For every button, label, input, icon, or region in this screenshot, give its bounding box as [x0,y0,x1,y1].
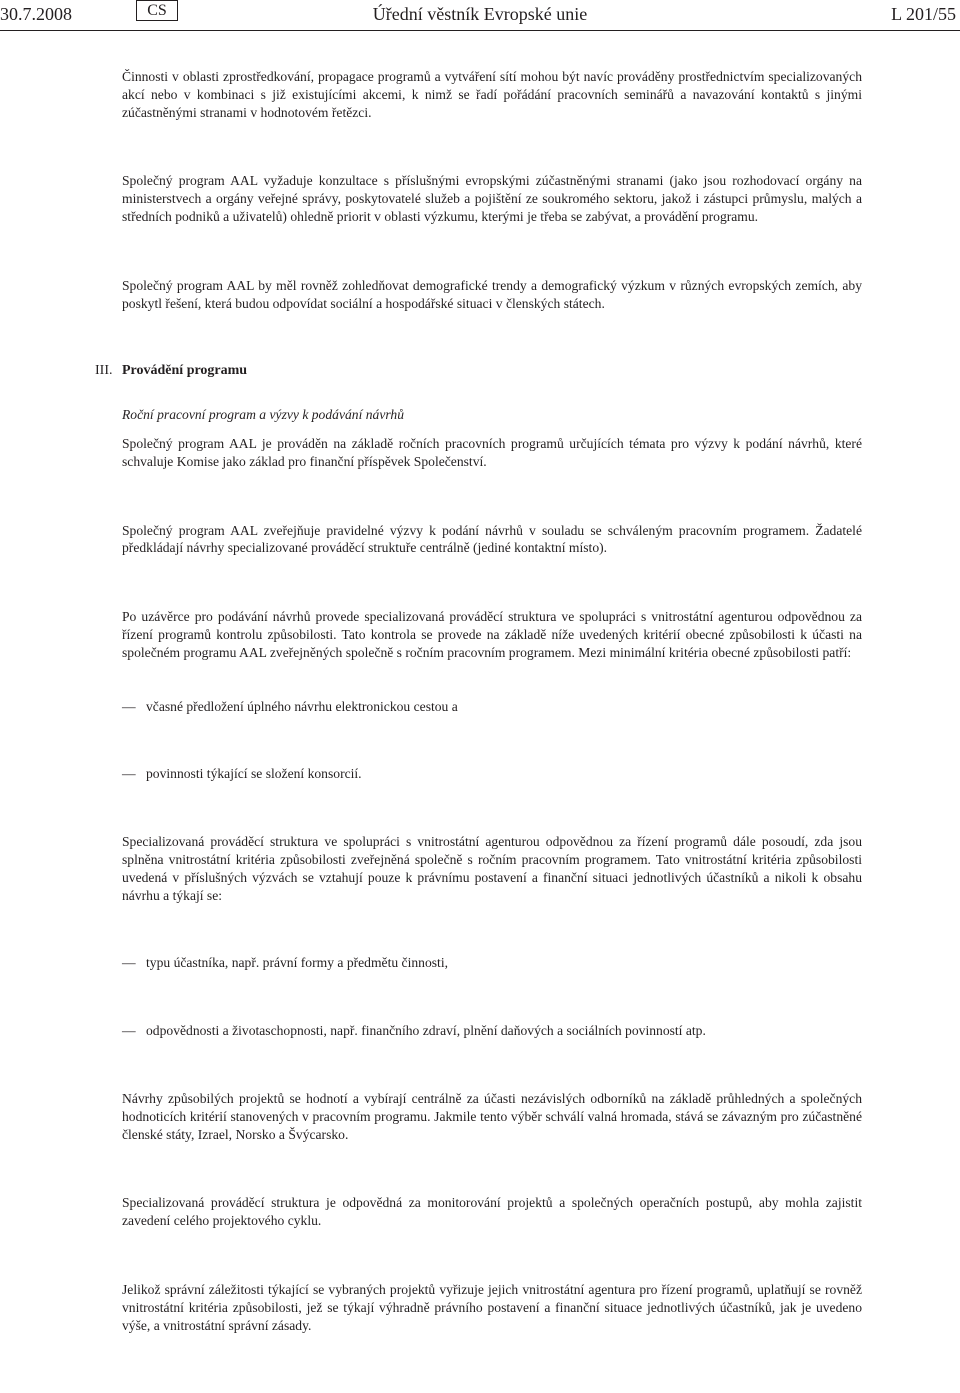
language-badge: CS [136,0,178,21]
dash-bullet: — [122,698,136,714]
publication-date: 30.7.2008 [0,4,72,24]
list-item-text: povinnosti týkající se složení konsorcií. [146,766,362,782]
subheading-work-programme: Roční pracovní program a výzvy k podávání návrhů [122,407,405,423]
paragraph-evaluation: Návrhy způsobilých projektů se hodnotí a vybírají centrálně za účasti nezávislých odborníků na základě průhledných a společných hodnoticích kritérií stanovených v pracovním programu. Jakmile tento výběr schválí valná hromada, stává se závazným pro zúčastněné členské státy, Izrael, Norsko a Švýcarsko. [122,1090,862,1142]
dash-bullet: — [122,766,136,782]
paragraph-national-criteria: Specializovaná prováděcí struktura ve spolupráci s vnitrostátní agenturou odpovědnou za řízení programů dále posoudí, zda jsou splněna vnitrostátní kritéria způsobilosti zveřejněná společně s ročním pracovním programem. Tato vnitrostátní kritéria způsobilosti uvedená v příslušných výzvách se vztahují pouze k právnímu postavení a finanční situaci jednotlivých účastníků a nikoli k obsahu návrhu a týkají se: [122,834,862,903]
list-item [122,954,862,972]
section-heading [95,362,862,380]
dash-bullet: — [122,1023,136,1039]
dash-bullet: — [122,955,136,971]
section-number: III. [95,363,113,379]
header-divider [0,30,960,31]
page-reference: L 201/55 [891,4,956,24]
list-item [122,698,862,716]
list-item-text: včasné předložení úplného návrhu elektronickou cestou a [146,698,458,714]
paragraph-administration: Jelikož správní záležitosti týkající se vybraných projektů vyřizuje jejich vnitrostátní agentura pro řízení programů, uplatňují se rovněž vnitrostátní kritéria způsobilosti, jež se týkají výhradně právního postavení a finanční situace jednotlivých účastníků, jak je uvedeno výše, a vnitrostátní správní zásady. [122,1281,862,1333]
paragraph-consultation: Společný program AAL vyžaduje konzultace s příslušnými evropskými zúčastněnými stranami (jako jsou rozhodovací orgány na ministerstvech a orgány veřejné správy, poskytovatelé služeb a pojištění ze soukromého sektoru, jakož i zástupci průmyslu, malých a středních podniků a uživatelů) ohledně priorit v oblasti výzkumu, kterými je třeba se zabývat, a provádění programu. [122,173,862,224]
page-header [0,0,960,28]
paragraph-eligibility-check: Po uzávěrce pro podávání návrhů provede specializovaná prováděcí struktura ve spolupráci s vnitrostátní agenturou odpovědnou za řízení programů kontrolu způsobilosti. Tato kontrola se provede na základě níže uvedených kritérií obecné způsobilosti k účasti na společném programu AAL zveřejněných společně s ročním pracovním programem. Mezi minimální kritéria obecné způsobilosti patří: [122,609,862,660]
journal-title: Úřední věstník Evropské unie [372,4,588,24]
section-title: Provádění programu [122,363,248,379]
paragraph-monitoring: Specializovaná prováděcí struktura je odpovědná za monitorování projektů a společných operačních postupů, aby mohla zajistit zavedení celého projektového cyklu. [122,1195,862,1229]
list-item [122,1022,862,1040]
document-body [95,68,862,1334]
list-item-text: typu účastníka, např. právní formy a předmětu činnosti, [146,955,449,971]
paragraph-annual-programme: Společný program AAL je prováděn na základě ročních pracovních programů určujících témata pro výzvy k podání návrhů, které schvaluje Komise jako základ pro finanční příspěvek Společenství. [122,435,862,469]
paragraph-calls: Společný program AAL zveřejňuje pravidelné výzvy k podání návrhů v souladu se schváleným pracovním programem. Žadatelé předkládají návrhy specializované prováděcí struktuře centrálně (jediné kontaktní místo). [122,522,862,556]
paragraph-networking: Činnosti v oblasti zprostředkování, propagace programů a vytváření sítí mohou být navíc prováděny prostřednictvím specializovaných akcí nebo v kombinaci s již existujícími akcemi, k nimž se řadí pořádání pracovních seminářů a navazování kontaktů s jinými zúčastněnými stranami v hodnotovém řetězci. [122,69,862,120]
paragraph-demographics: Společný program AAL by měl rovněž zohledňovat demografické trendy a demografický výzkum v různých evropských zemích, aby poskytl řešení, která budou odpovídat sociální a hospodářské situaci v členských státech. [122,277,862,311]
list-item [122,765,862,783]
list-item-text: odpovědnosti a životaschopnosti, např. finančního zdraví, plnění daňových a sociálních povinností atp. [146,1023,706,1039]
